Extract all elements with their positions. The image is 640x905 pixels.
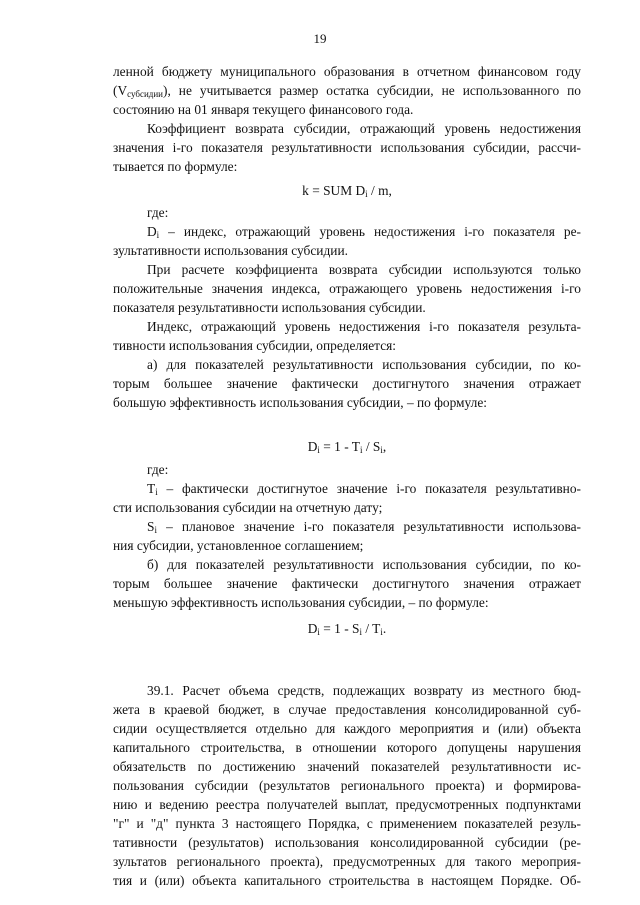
text-run: большую эффективность использования субсидии, – по формуле: (113, 395, 487, 410)
text-run: – фактически достигнутое значение i-го показателя результативно- (157, 481, 581, 496)
text-run: – индекс, отражающий уровень недостижения i-го показателя ре- (159, 224, 581, 239)
text-line (113, 241, 581, 260)
subscript: i (317, 627, 320, 637)
text-run: капитального строительства, в отношении которого допущены нарушения (113, 740, 581, 755)
subscript: i (156, 230, 160, 240)
text-run: "г" и "д" пункта 3 настоящего Порядка, с применением показателей резуль- (113, 816, 581, 831)
text-line (113, 336, 581, 355)
text-run: значения i-го показателя результативности использования субсидии, рассчи- (113, 140, 581, 155)
text-run: ленной бюджету муниципального образования в отчетном финансовом году (113, 64, 581, 79)
text-line (113, 574, 581, 593)
text-run: нию и ведению реестра получателей выплат, предусмотренных подпунктами (113, 797, 581, 812)
text-line (113, 62, 581, 81)
subscript: i (365, 189, 368, 199)
text-line (113, 852, 581, 871)
text-run: S (147, 519, 155, 534)
text-line (113, 776, 581, 795)
text-run: – плановое значение i-го показателя результативности использова- (156, 519, 581, 534)
text-run: . (382, 621, 387, 636)
text-run: торым большее значение фактически достигнутого значения отражает (113, 576, 581, 591)
text-line (147, 222, 581, 241)
text-run: меньшую эффективность использования субсидии, – по формуле: (113, 595, 489, 610)
text-run: = 1 - T (319, 439, 360, 454)
text-line (113, 393, 581, 412)
text-run: (V (113, 83, 128, 98)
text-run: состоянию на 01 января текущего финансового года. (113, 102, 414, 117)
text-run: тия и (или) объекта капитального строительства в настоящем Порядке. Об- (113, 873, 581, 888)
text-line (147, 119, 581, 138)
text-run: ), не учитывается размер остатка субсидии, не использованного по (163, 83, 581, 98)
text-run: = 1 - S (319, 621, 360, 636)
text-run: показателя результативности использования субсидии. (113, 300, 426, 315)
text-line (147, 681, 581, 700)
text-line (113, 738, 581, 757)
text-line (113, 719, 581, 738)
text-line (113, 833, 581, 852)
text-line (113, 138, 581, 157)
text-run: , (382, 439, 387, 454)
text-line (113, 100, 581, 119)
text-line (147, 555, 581, 574)
text-run: обязательств по достижению значений показателей результативности ис- (113, 759, 581, 774)
text-line (113, 298, 581, 317)
subscript: i (380, 627, 383, 637)
text-run: / m, (367, 183, 392, 198)
text-run: D (307, 621, 318, 636)
text-run: Индекс, отражающий уровень недостижения i-го показателя результа- (147, 319, 581, 334)
text-run: жета в краевой бюджет, в случае предоставления консолидированной суб- (113, 702, 581, 717)
subscript: i (155, 487, 158, 497)
text-line (147, 355, 581, 374)
formula (113, 619, 581, 638)
text-run: Коэффициент возврата субсидии, отражающий уровень недостижения (147, 121, 581, 136)
formula (113, 437, 581, 456)
text-run: T (147, 481, 156, 496)
text-run: D (307, 439, 318, 454)
formula (113, 181, 581, 200)
text-run: а) для показателей результативности использования субсидии, по ко- (147, 357, 581, 372)
text-line (147, 317, 581, 336)
subscript: i (359, 445, 363, 455)
text-run: сидии осуществляется отдельно для каждого мероприятия и (или) объекта (113, 721, 581, 736)
text-line (147, 479, 581, 498)
text-run: тывается по формуле: (113, 159, 238, 174)
text-line (113, 498, 581, 517)
subscript: субсидии (127, 89, 163, 99)
text-line (113, 795, 581, 814)
text-run: торым большее значение фактически достигнутого значения отражает (113, 376, 581, 391)
text-line (113, 374, 581, 393)
page-number: 19 (313, 31, 327, 46)
text-line (113, 757, 581, 776)
text-line (113, 814, 581, 833)
text-line (113, 81, 581, 100)
subscript: i (359, 627, 362, 637)
text-run: 39.1. Расчет объема средств, подлежащих возврату из местного бюд- (147, 683, 581, 698)
text-run: б) для показателей результативности использования субсидии, по ко- (147, 557, 581, 572)
text-run: положительные значения индекса, отражающего уровень недостижения i-го (113, 281, 581, 296)
text-run: k = SUM D (302, 183, 366, 198)
text-run: / T (362, 621, 381, 636)
text-line (113, 871, 581, 890)
text-run: сти использования субсидии на отчетную дату; (113, 500, 383, 515)
text-run: D (147, 224, 157, 239)
text-run: При расчете коэффициента возврата субсидии используются только (147, 262, 581, 277)
text-run: / S (362, 439, 381, 454)
text-line (113, 157, 581, 176)
text-run: пользования субсидии (результатов регионального проекта) и формирова- (113, 778, 581, 793)
text-run: зультатов регионального проекта), предусмотренных для такого мероприя- (113, 854, 581, 869)
text-line (113, 536, 581, 555)
text-run: где: (147, 462, 169, 477)
text-line (113, 279, 581, 298)
subscript: i (380, 445, 383, 455)
text-line (113, 700, 581, 719)
subscript: i (317, 445, 320, 455)
text-line (113, 593, 581, 612)
text-line (147, 260, 581, 279)
text-run: зультативности использования субсидии. (113, 243, 348, 258)
text-line (147, 203, 581, 222)
text-line (147, 517, 581, 536)
subscript: i (154, 525, 157, 535)
text-line (147, 460, 581, 479)
text-run: тативности (результатов) использования консолидированной субсидии (ре- (113, 835, 581, 850)
text-run: тивности использования субсидии, определяется: (113, 338, 397, 353)
text-run: ния субсидии, установленное соглашением; (113, 538, 364, 553)
text-run: где: (147, 205, 169, 220)
